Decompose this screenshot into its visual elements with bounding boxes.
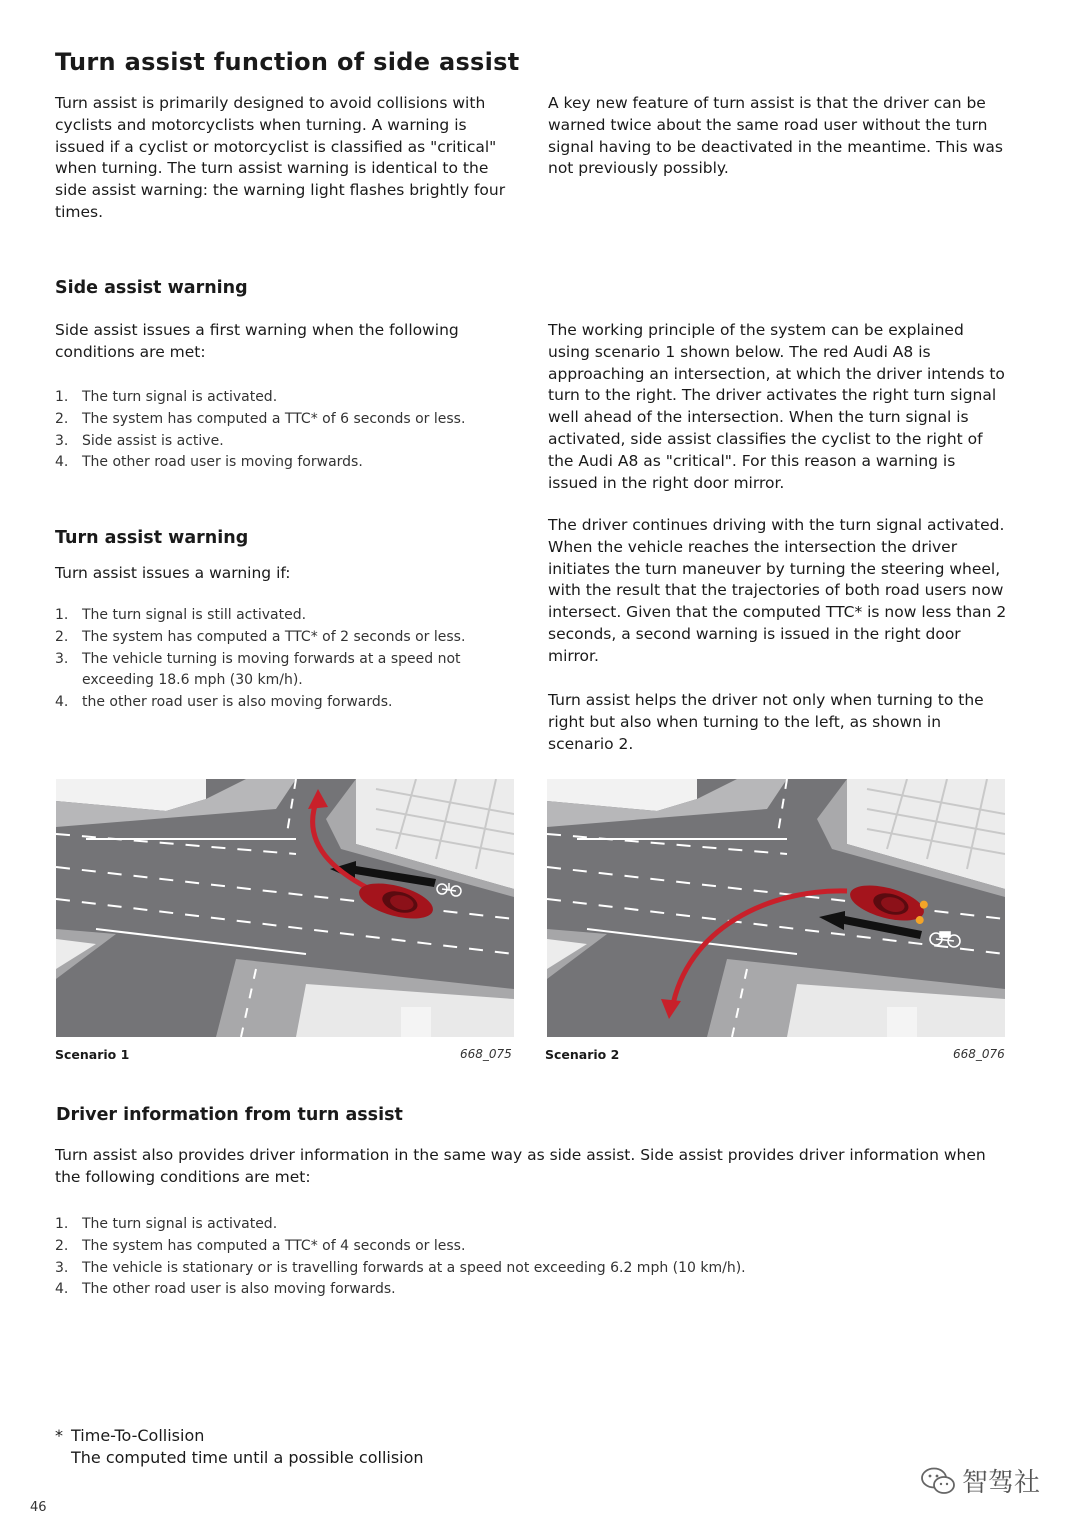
list-item: 3. The vehicle is stationary or is travelling forwards at a speed not exceeding 6.2 mph (10 km/h).	[55, 1259, 746, 1276]
driver-info-list	[55, 1214, 855, 1301]
right-paragraph-1: The working principle of the system can be explained using scenario 1 shown below. The red Audi A8 is approaching an intersection, at which the driver intends to turn to the right. The driver activates the right turn signal well ahead of the intersection. When the turn signal is activated, side assist classifies the cyclist to the right of the Audi A8 as "critical". For this reason a warning is issued in the right door mirror.	[548, 321, 1005, 492]
scenario-2-illustration	[547, 779, 1005, 1037]
scenario-2-figure-number: 668_076	[953, 1047, 1005, 1061]
intro-left: Turn assist is primarily designed to avoid collisions with cyclists and motorcyclists when turning. A warning is issued if a cyclist or motorcyclist is classified as "critical" when turning. The turn assist warning is identical to the side assist warning: the warning light flashes brightly four times.	[55, 94, 506, 221]
scenario-1-figure-number: 668_075	[460, 1047, 512, 1061]
page-number: 46	[30, 1500, 47, 1515]
driver-info-intro: Turn assist also provides driver information in the same way as side assist. Side assist provides driver information when the following conditions are met:	[55, 1146, 986, 1186]
footnote-definition: The computed time until a possible collision	[71, 1448, 424, 1467]
list-item: 2. The system has computed a TTC* of 6 seconds or less.	[55, 410, 466, 427]
list-item: 4. The other road user is moving forwards.	[55, 454, 363, 471]
right-paragraph-3: Turn assist helps the driver not only when turning to the right but also when turning to the left, as shown in scenario 2.	[548, 691, 984, 753]
list-item: 2. The system has computed a TTC* of 4 seconds or less.	[55, 1237, 466, 1254]
scenario-1-caption: Scenario 1	[55, 1047, 130, 1062]
list-item: 1. The turn signal is activated.	[55, 1216, 278, 1232]
side-assist-heading: Side assist warning	[55, 278, 248, 298]
list-item: 4. The other road user is also moving forwards.	[55, 1281, 396, 1298]
side-assist-intro: Side assist issues a first warning when the following conditions are met:	[55, 321, 459, 361]
scenario-1-illustration	[56, 779, 514, 1037]
turn-assist-intro: Turn assist issues a warning if:	[55, 564, 291, 582]
list-item: 2. The system has computed a TTC* of 2 seconds or less.	[55, 628, 466, 645]
list-item: 4. the other road user is also moving forwards.	[55, 694, 393, 711]
list-item: 1. The turn signal is activated.	[55, 389, 278, 405]
list-item: 3. Side assist is active.	[55, 432, 224, 449]
scenario-2-caption: Scenario 2	[545, 1047, 620, 1062]
intro-right: A key new feature of turn assist is that the driver can be warned twice about the same road user without the turn signal having to be deactivated in the meantime. This was not previously possibly.	[548, 94, 1003, 178]
page-title: Turn assist function of side assist	[55, 48, 520, 76]
turn-assist-heading: Turn assist warning	[55, 528, 249, 548]
footnote-term: Time-To-Collision	[71, 1426, 205, 1445]
side-assist-list	[55, 387, 515, 474]
list-item: 1. The turn signal is still activated.	[55, 607, 307, 623]
turn-assist-list	[55, 605, 475, 714]
footnote	[55, 1425, 424, 1469]
watermark: 智驾社	[920, 1462, 1040, 1499]
driver-info-heading: Driver information from turn assist	[56, 1105, 403, 1125]
list-item: 3. The vehicle turning is moving forwards at a speed not exceeding 18.6 mph (30 km/h).	[55, 650, 461, 689]
footnote-marker: *	[55, 1426, 63, 1445]
right-paragraph-2: The driver continues driving with the turn signal activated. When the vehicle reaches the intersection the driver initiates the turn maneuver by turning the steering wheel, with the result that the trajectories of both road users now intersect. Given that the computed TTC* is now less than 2 seconds, a second warning is issued in the right door mirror.	[548, 516, 1007, 665]
wechat-icon	[920, 1466, 956, 1496]
